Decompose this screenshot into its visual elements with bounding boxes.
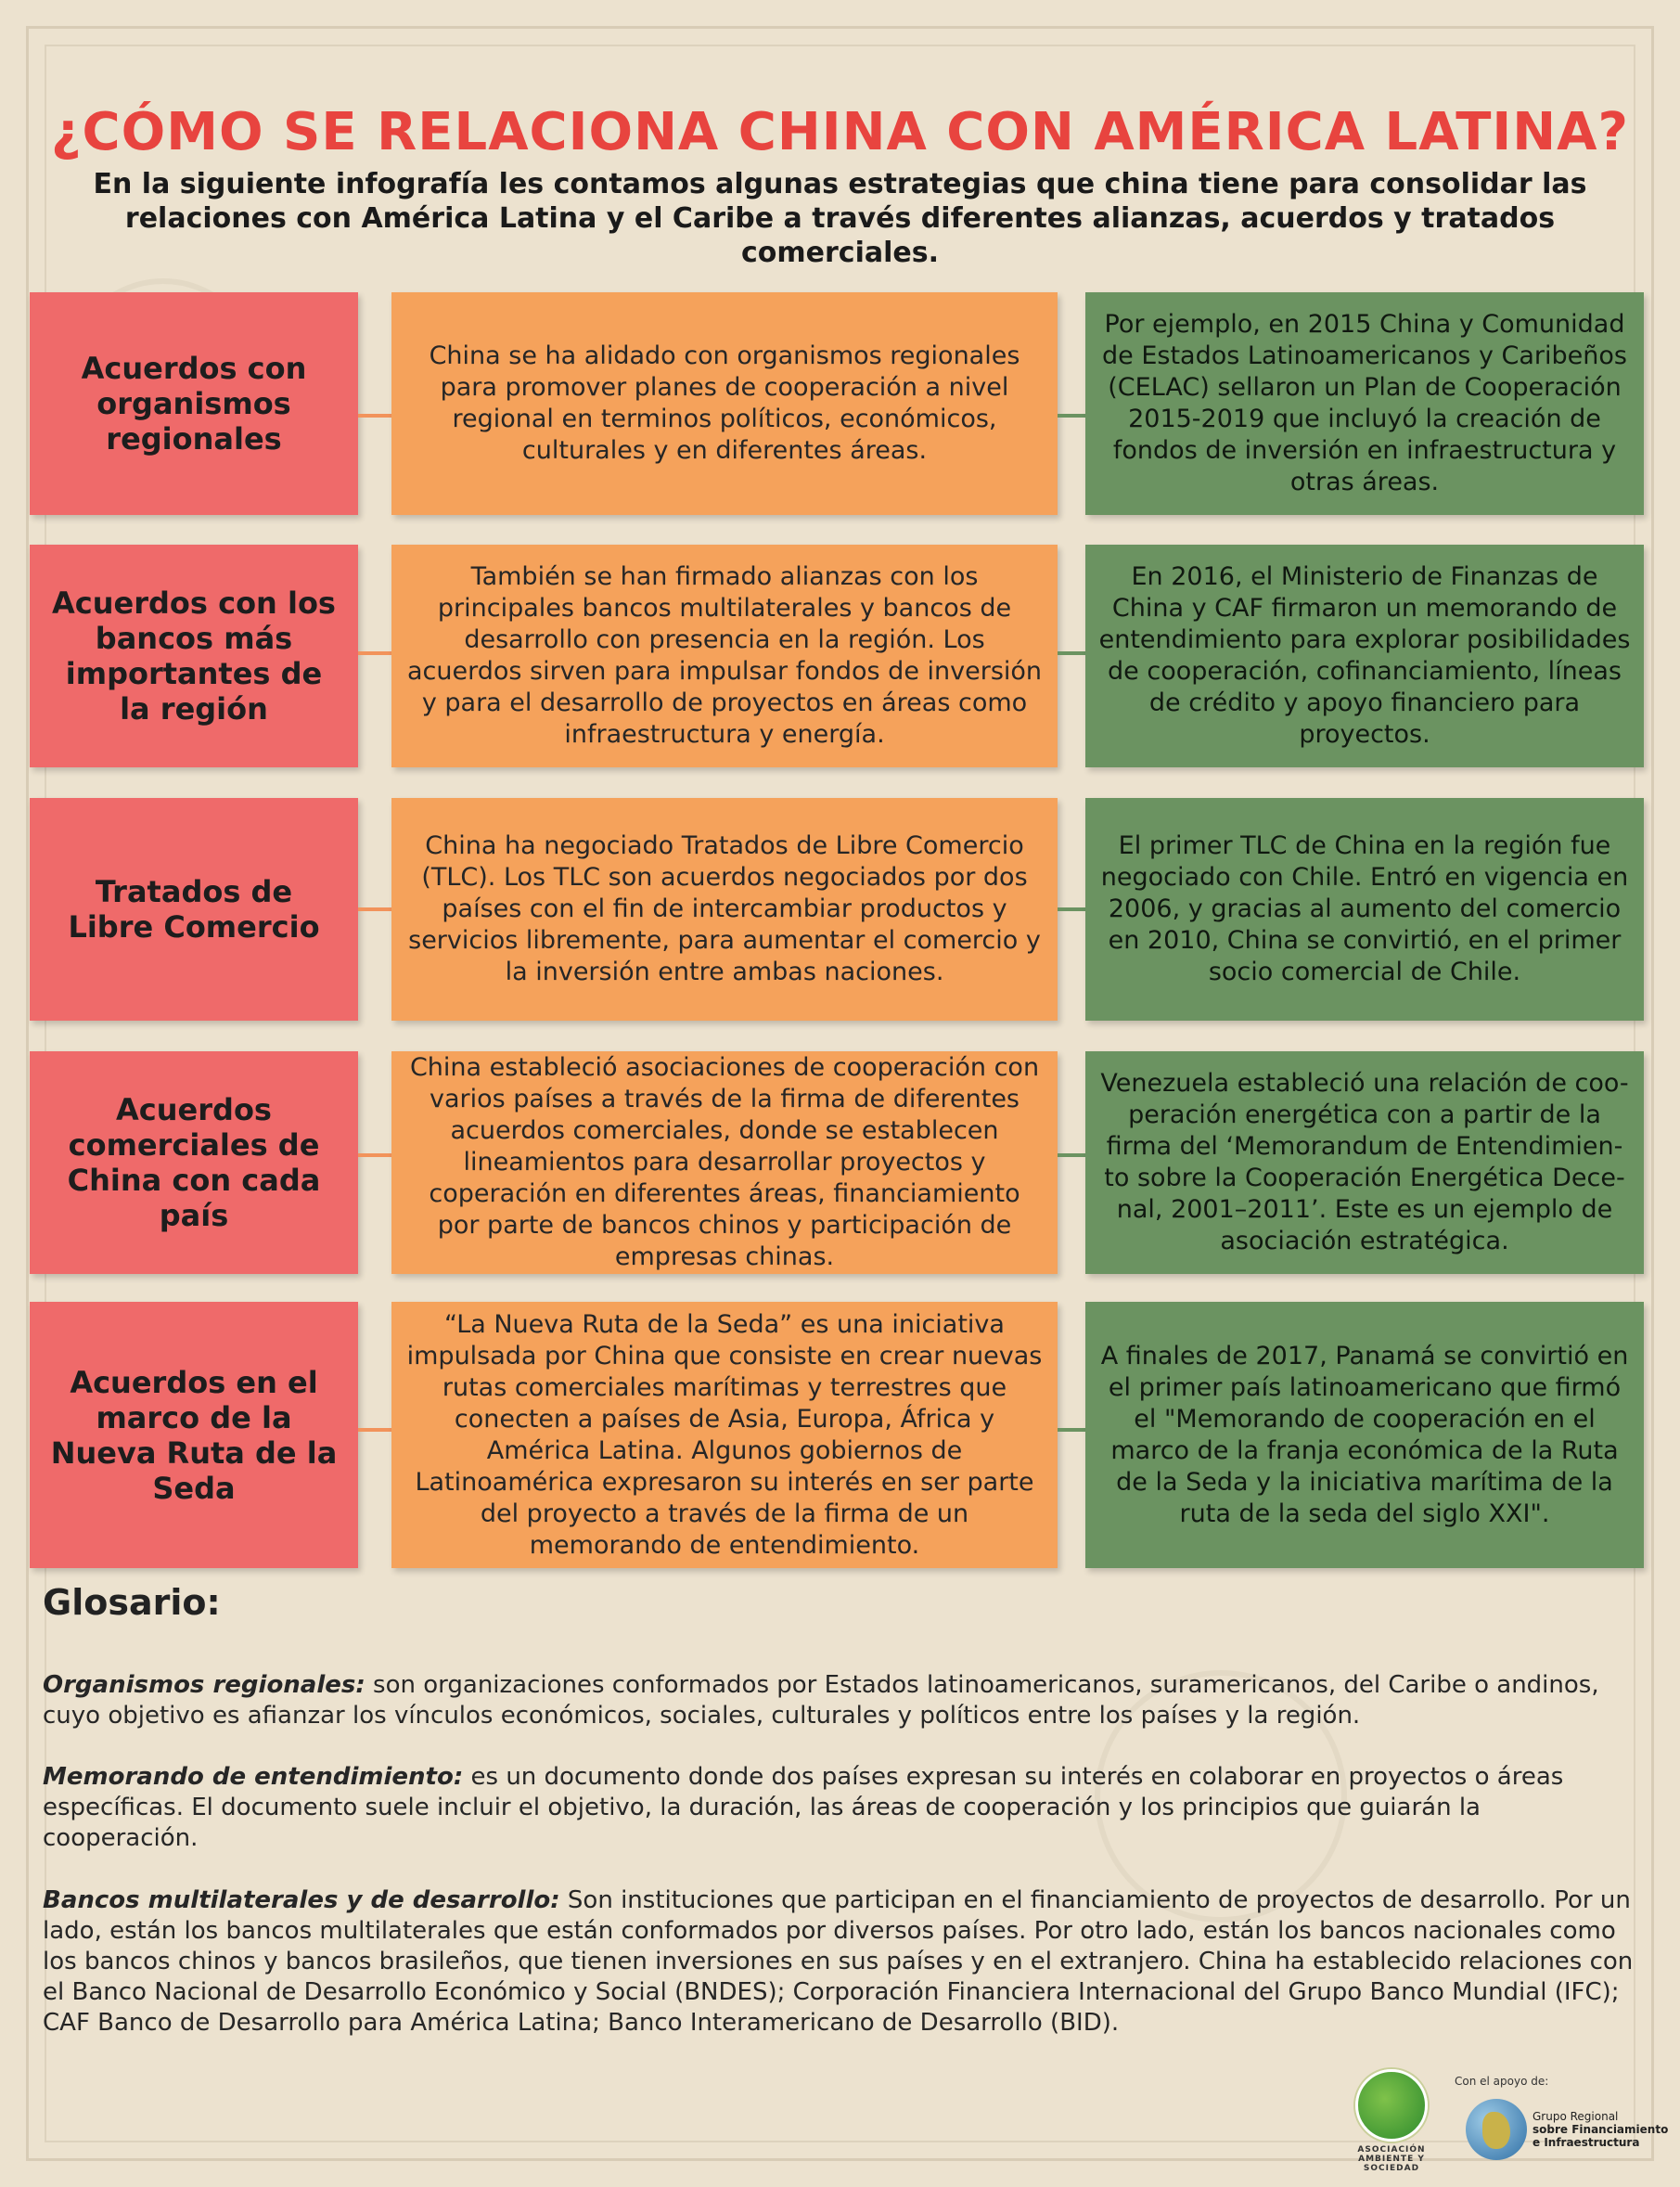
glossary-entry (43, 1762, 1638, 1854)
connector (358, 907, 391, 911)
strategy-description: China ha negociado Tratados de Libre Comercio (TLC). Los TLC son acuerdos negociados por dos países con el fin de intercambiar productos y servicios libremente, para aumentar el comercio y la inversión entre ambas naciones. (391, 798, 1058, 1021)
connector (358, 1153, 391, 1157)
strategy-description: “La Nueva Ruta de la Seda” es una iniciativa impulsada por China que consiste en crear nuevas rutas comerciales marítimas y terrestres que conecten a países de Asia, Europa, África y América Latina. Algunos gobiernos de Latinoamérica expresaron su interés en ser parte del proyecto a través de la firma de un memorando de entendimiento. (391, 1302, 1058, 1568)
strategy-title: Acuerdos con organismos regionales (30, 292, 358, 515)
glossary-term: Memorando de entendimiento: (43, 1763, 464, 1791)
strategy-example: Venezuela estableció una relación de coo-peración energética con a partir de la firma del ‘Memorandum de Entendimien-to sobre la Cooperación Energética Dece-nal, 2001–2011’. Este es un ejemplo de asociación estratégica. (1085, 1051, 1644, 1274)
ambiente-sociedad-logo (1336, 2069, 1447, 2173)
logo-caption: ASOCIACIÓN AMBIENTE Y SOCIEDAD (1357, 2145, 1426, 2173)
globe-icon (1466, 2099, 1527, 2160)
connector (1058, 1153, 1085, 1157)
strategy-example: El primer TLC de China en la región fue negociado con Chile. Entró en vigencia en 2006, y gracias al aumento del comercio en 2010, China se convirtió, en el primer socio comercial de Chile. (1085, 798, 1644, 1021)
glossary-definition: Son instituciones que participan en el financiamiento de proyectos de desarrollo. Por un lado, están los bancos multilaterales que están conformados por diversos países. Por otro lado, están los bancos nacionales como los bancos chinos y bancos brasileños, que tienen inversiones en sus países y en el extranjero. China ha establecido relaciones con el Banco Nacional de Desarrollo Económico y Social (BNDES); Corporación Financiera Internacional del Grupo Banco Mundial (IFC); CAF Banco de Desarrollo para América Latina; Banco Interamericano de Desarrollo (BID). (43, 1886, 1634, 2037)
strategy-title: Tratados de Libre Comercio (30, 798, 358, 1021)
strategy-row (0, 798, 1680, 1021)
glossary-entry (43, 1885, 1638, 2039)
page-subtitle: En la siguiente infografía les contamos algunas estrategias que china tiene para consolidar las relaciones con América Latina y el Caribe a través diferentes alianzas, acuerdos y tratados comerciales. (93, 168, 1587, 269)
strategy-title: Acuerdos con los bancos más importantes de la región (30, 545, 358, 767)
strategy-example: En 2016, el Ministerio de Finanzas de China y CAF firmaron un memorando de entendimiento para explorar posibilidades de cooperación, cofinanciamiento, líneas de crédito y apoyo financiero para proyectos. (1085, 545, 1644, 767)
support-label: Con el apoyo de: (1455, 2075, 1549, 2088)
strategy-example: A finales de 2017, Panamá se convirtió en el primer país latinoamericano que firmó el "Memorando de cooperación en el marco de la franja económica de la Ruta de la Seda y la iniciativa marítima de la ruta de la seda del siglo XXI". (1085, 1302, 1644, 1568)
connector (1058, 907, 1085, 911)
grupo-regional-logo (1466, 2099, 1668, 2160)
glossary-definition: son organizaciones conformados por Estados latinoamericanos, suramericanos, del Caribe o andinos, cuyo objetivo es afianzar los vínculos económicos, sociales, culturales y políticos entre los países y la región. (43, 1671, 1599, 1730)
strategy-example: Por ejemplo, en 2015 China y Comunidad de Estados Latinoamericanos y Caribeños (CELAC) sellaron un Plan de Cooperación 2015-2019 que incluyó la creación de fondos de inversión en infraestructura y otras áreas. (1085, 292, 1644, 515)
strategy-title: Acuerdos en el marco de la Nueva Ruta de la Seda (30, 1302, 358, 1568)
glossary-term: Organismos regionales: (43, 1671, 365, 1699)
strategy-row (0, 292, 1680, 515)
glossary-term: Bancos multilaterales y de desarrollo: (43, 1886, 560, 1914)
connector (358, 1428, 391, 1432)
glossary-heading: Glosario: (43, 1582, 221, 1623)
connector (358, 414, 391, 418)
strategy-description: También se han firmado alianzas con los principales bancos multilaterales y bancos de desarrollo con presencia en la región. Los acuerdos sirven para impulsar fondos de inversión y para el desarrollo de proyectos en áreas como infraestructura y energía. (391, 545, 1058, 767)
strategy-description: China se ha alidado con organismos regionales para promover planes de cooperación a nivel regional en terminos políticos, económicos, culturales y en diferentes áreas. (391, 292, 1058, 515)
page-title: ¿CÓMO SE RELACIONA CHINA CON AMÉRICA LATINA? (51, 102, 1629, 162)
strategy-row (0, 545, 1680, 767)
grupo-regional-text: Grupo Regional sobre Financiamiento e Infraestructura (1533, 2110, 1669, 2149)
connector (1058, 414, 1085, 418)
leaf-logo-icon (1355, 2069, 1428, 2142)
glossary-entry (43, 1670, 1638, 1731)
strategy-row (0, 1051, 1680, 1274)
strategy-title: Acuerdos comerciales de China con cada país (30, 1051, 358, 1274)
connector (1058, 651, 1085, 655)
strategy-row (0, 1302, 1680, 1568)
connector (358, 651, 391, 655)
strategy-description: China estableció asociaciones de cooperación con varios países a través de la firma de diferentes acuerdos comerciales, donde se establecen lineamientos para desarrollar proyectos y coperación en diferentes áreas, financiamiento por parte de bancos chinos y participación de empresas chinas. (391, 1051, 1058, 1274)
glossary-definition: es un documento donde dos países expresan su interés en colaborar en proyectos o áreas específicas. El documento suele incluir el objetivo, la duración, las áreas de cooperación y los principios que guiarán la cooperación. (43, 1763, 1564, 1852)
connector (1058, 1428, 1085, 1432)
